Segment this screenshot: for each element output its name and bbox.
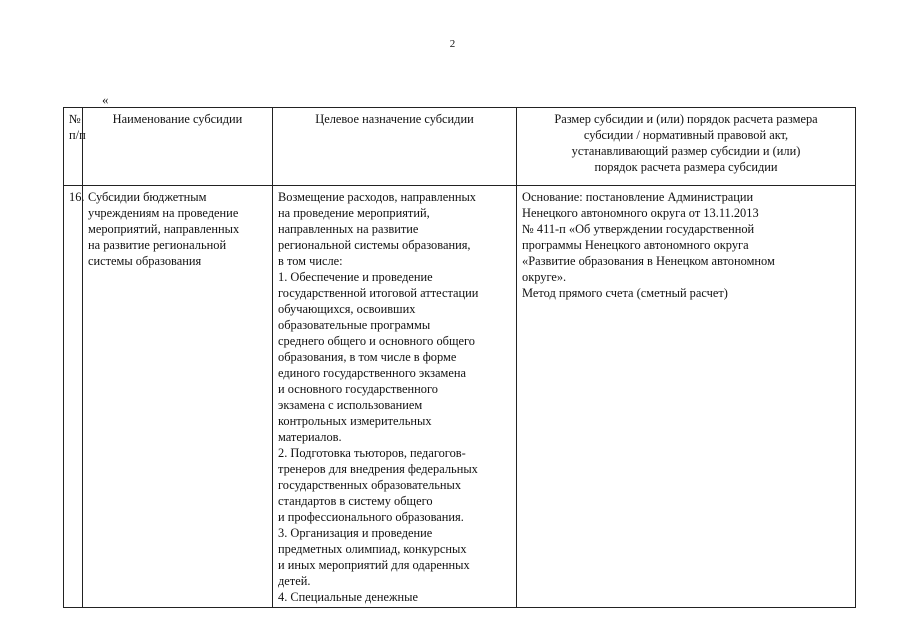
header-number-line: п/п xyxy=(69,128,86,142)
header-subsidy-name xyxy=(83,108,273,186)
purpose-line: единого государственного экзамена xyxy=(278,366,466,380)
row-number-cell xyxy=(64,186,83,608)
purpose-line: детей. xyxy=(278,574,311,588)
header-purpose-line: Целевое назначение субсидии xyxy=(315,112,474,126)
opening-quote-mark: « xyxy=(102,92,109,107)
subsidy-size-line: «Развитие образования в Ненецком автономном xyxy=(522,254,775,268)
purpose-line: в том числе: xyxy=(278,254,343,268)
purpose-cell xyxy=(273,186,517,608)
header-number xyxy=(64,108,86,186)
table-row xyxy=(64,186,856,608)
purpose-line: экзамена с использованием xyxy=(278,398,423,412)
subsidy-name-line: Субсидии бюджетным xyxy=(88,190,207,204)
subsidy-size-line: Метод прямого счета (сметный расчет) xyxy=(522,286,728,300)
purpose-line: и основного государственного xyxy=(278,382,438,396)
table-header-row xyxy=(64,108,856,186)
header-purpose xyxy=(273,108,517,186)
header-subsidy-size-line: устанавливающий размер субсидии и (или) xyxy=(571,144,801,158)
page-number: 2 xyxy=(449,38,456,50)
subsidy-name-cell xyxy=(83,186,273,608)
purpose-line: среднего общего и основного общего xyxy=(278,334,475,348)
purpose-line: контрольных измерительных xyxy=(278,414,432,428)
subsidy-size-line: Основание: постановление Администрации xyxy=(522,190,754,204)
purpose-line: направленных на развитие xyxy=(278,222,419,236)
header-subsidy-size-line: порядок расчета размера субсидии xyxy=(594,160,778,174)
purpose-line: и профессионального образования. xyxy=(278,510,464,524)
header-subsidy-size-line: субсидии / нормативный правовой акт, xyxy=(583,128,789,142)
subsidy-size-line: программы Ненецкого автономного округа xyxy=(522,238,749,252)
purpose-line: образовательные программы xyxy=(278,318,431,332)
purpose-line: на проведение мероприятий, xyxy=(278,206,430,220)
row-number: 16. xyxy=(69,190,85,204)
header-subsidy-name-line: Наименование субсидии xyxy=(112,112,243,126)
purpose-line: предметных олимпиад, конкурсных xyxy=(278,542,467,556)
subsidy-size-line: Ненецкого автономного округа от 13.11.2013 xyxy=(522,206,759,220)
subsidy-name-line: мероприятий, направленных xyxy=(88,222,240,236)
subsidy-size-cell xyxy=(517,186,856,608)
purpose-line: государственной итоговой аттестации xyxy=(278,286,479,300)
subsidy-name-line: учреждениям на проведение xyxy=(88,206,239,220)
purpose-line: тренеров для внедрения федеральных xyxy=(278,462,478,476)
subsidy-table xyxy=(63,107,856,608)
header-subsidy-size xyxy=(517,108,856,186)
header-number-line: № xyxy=(69,112,81,126)
purpose-line: образования, в том числе в форме xyxy=(278,350,457,364)
purpose-line: региональной системы образования, xyxy=(278,238,471,252)
subsidy-size-line: № 411-п «Об утверждении государственной xyxy=(522,222,755,236)
subsidy-size-line: округе». xyxy=(522,270,567,284)
purpose-line: обучающихся, освоивших xyxy=(278,302,416,316)
purpose-line: 2. Подготовка тьюторов, педагогов- xyxy=(278,446,466,460)
purpose-line: 3. Организация и проведение xyxy=(278,526,433,540)
purpose-line: 1. Обеспечение и проведение xyxy=(278,270,433,284)
purpose-line: 4. Специальные денежные xyxy=(278,590,418,604)
purpose-line: государственных образовательных xyxy=(278,478,462,492)
purpose-line: Возмещение расходов, направленных xyxy=(278,190,477,204)
purpose-line: материалов. xyxy=(278,430,342,444)
subsidy-name-line: системы образования xyxy=(88,254,202,268)
purpose-line: и иных мероприятий для одаренных xyxy=(278,558,470,572)
purpose-line: стандартов в систему общего xyxy=(278,494,433,508)
subsidy-name-line: на развитие региональной xyxy=(88,238,227,252)
header-subsidy-size-line: Размер субсидии и (или) порядок расчета размера xyxy=(554,112,818,126)
